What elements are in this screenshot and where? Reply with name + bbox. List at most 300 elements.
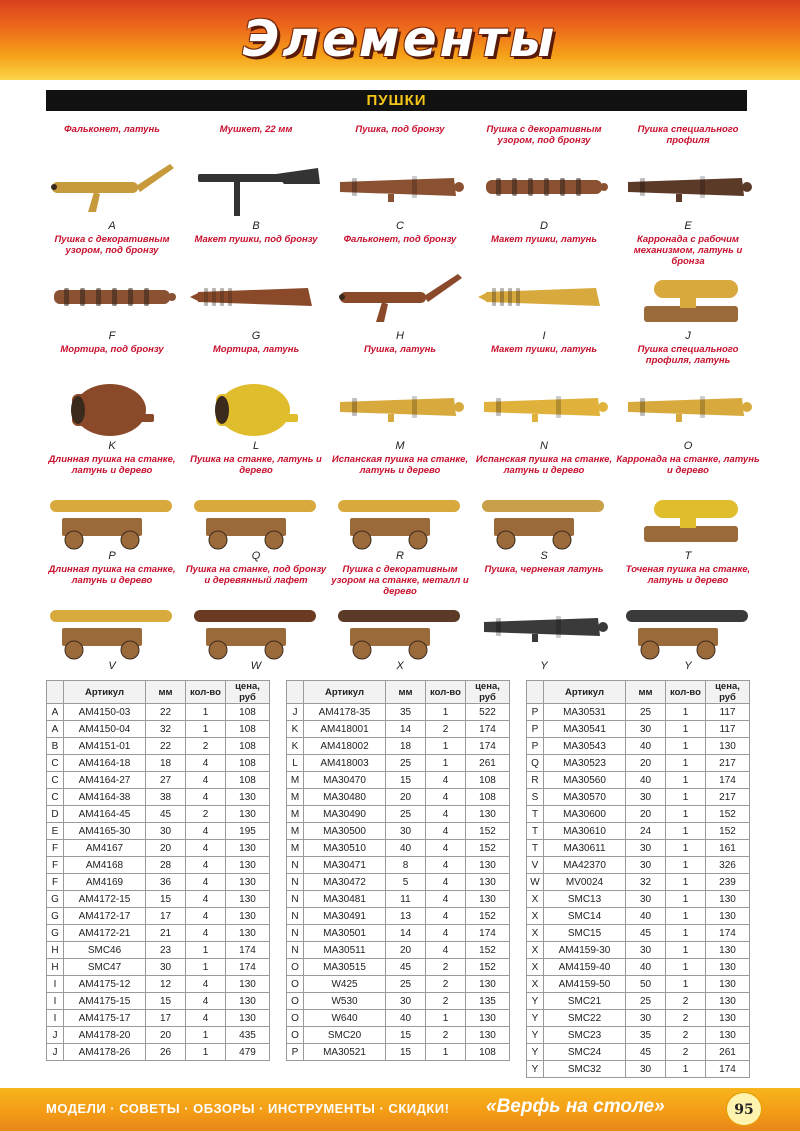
table-cell: 36: [146, 874, 186, 891]
table-row: [527, 721, 750, 738]
table-cell: AM4159-40: [544, 959, 626, 976]
table-cell: 1: [186, 1044, 226, 1061]
table-cell: 30: [626, 942, 666, 959]
table-cell: AM4164-27: [64, 772, 146, 789]
table-cell: N: [287, 925, 304, 942]
table-row: [527, 1044, 750, 1061]
table-cell: AM4150-03: [64, 704, 146, 721]
table-cell: J: [287, 704, 304, 721]
table-row: [47, 806, 270, 823]
price-table-2: [286, 680, 510, 1061]
table-cell: 2: [426, 993, 466, 1010]
catalog-item-caption: Макет пушки, латунь: [491, 234, 597, 245]
table-cell: W425: [304, 976, 386, 993]
catalog-item: [616, 234, 760, 344]
table-cell: 522: [466, 704, 510, 721]
table-cell: 4: [186, 891, 226, 908]
table-cell: 130: [706, 993, 750, 1010]
table-cell: E: [47, 823, 64, 840]
table-cell: AM4164-45: [64, 806, 146, 823]
table-cell: 4: [426, 908, 466, 925]
catalog-item-letter: R: [396, 550, 404, 562]
table-cell: I: [47, 993, 64, 1010]
catalog-item-letter: I: [542, 330, 546, 342]
table-row: [47, 738, 270, 755]
table-cell: SMC24: [544, 1044, 626, 1061]
table-cell: 15: [386, 1044, 426, 1061]
catalog-item-caption: Пушка специального профиля: [637, 124, 739, 146]
catalog-item-caption: Мортира, под бронзу: [60, 344, 164, 355]
catalog-item-letter: H: [396, 330, 404, 342]
table-cell: 15: [146, 891, 186, 908]
table-cell: M: [287, 840, 304, 857]
cannon-icon: [476, 264, 612, 330]
catalog-item: [472, 234, 616, 344]
table-cell: 4: [426, 806, 466, 823]
table-cell: 130: [706, 1027, 750, 1044]
table-cell: 15: [386, 772, 426, 789]
table-cell: MA30515: [304, 959, 386, 976]
table-cell: 1: [666, 840, 706, 857]
table-cell: 1: [666, 925, 706, 942]
table-cell: 130: [466, 806, 510, 823]
catalog-item: [40, 454, 184, 564]
table-row: [527, 857, 750, 874]
table-row: [47, 772, 270, 789]
table-cell: 1: [426, 738, 466, 755]
table-cell: AM4164-18: [64, 755, 146, 772]
catalog-item-caption: Испанская пушка на станке, латунь и дерево: [475, 454, 613, 476]
table-cell: X: [527, 942, 544, 959]
table-row: [287, 908, 510, 925]
table-cell: 20: [146, 840, 186, 857]
table-cell: 1: [666, 823, 706, 840]
table-cell: 130: [706, 976, 750, 993]
table-row: [527, 942, 750, 959]
table-cell: 152: [466, 959, 510, 976]
table-cell: N: [287, 874, 304, 891]
table-cell: MV0024: [544, 874, 626, 891]
table-cell: MA30510: [304, 840, 386, 857]
table-row: [47, 891, 270, 908]
table-cell: X: [527, 976, 544, 993]
table-cell: AM4169: [64, 874, 146, 891]
table-row: [527, 755, 750, 772]
table-row: [527, 959, 750, 976]
cannon-icon: [332, 374, 468, 440]
table-row: [47, 1027, 270, 1044]
table-cell: O: [287, 1027, 304, 1044]
table-cell: Y: [527, 1027, 544, 1044]
cannon-icon: [188, 374, 324, 440]
table-cell: 2: [666, 1010, 706, 1027]
table-cell: 130: [706, 908, 750, 925]
table-cell: 15: [386, 1027, 426, 1044]
table-cell: MA30543: [544, 738, 626, 755]
table-header-cell: цена, руб: [466, 681, 510, 704]
table-cell: W: [527, 874, 544, 891]
table-cell: 40: [626, 772, 666, 789]
table-cell: 2: [186, 738, 226, 755]
table-cell: I: [47, 976, 64, 993]
catalog-item-letter: O: [683, 440, 693, 452]
table-cell: 35: [626, 1027, 666, 1044]
table-cell: 174: [466, 925, 510, 942]
table-row: [287, 755, 510, 772]
table-cell: SMC14: [544, 908, 626, 925]
catalog-item-caption: Пушка с декоративным узором, под бронзу: [486, 124, 602, 146]
table-cell: SMC46: [64, 942, 146, 959]
catalog-item: [328, 234, 472, 344]
catalog-item: [472, 124, 616, 234]
table-cell: 4: [426, 874, 466, 891]
table-cell: MA30490: [304, 806, 386, 823]
table-cell: 152: [466, 823, 510, 840]
catalog-item-letter: C: [396, 220, 404, 232]
table-cell: 1: [666, 755, 706, 772]
table-cell: AM418003: [304, 755, 386, 772]
table-header-cell: [47, 681, 64, 704]
table-cell: A: [47, 704, 64, 721]
table-cell: MA30521: [304, 1044, 386, 1061]
table-cell: 40: [626, 959, 666, 976]
table-cell: AM4159-30: [544, 942, 626, 959]
table-cell: 1: [666, 976, 706, 993]
table-cell: 4: [186, 823, 226, 840]
table-row: [527, 840, 750, 857]
catalog-item-letter: Y: [684, 660, 692, 672]
table-cell: A: [47, 721, 64, 738]
table-cell: 24: [626, 823, 666, 840]
table-row: [527, 1010, 750, 1027]
table-cell: 25: [386, 976, 426, 993]
table-cell: 217: [706, 789, 750, 806]
table-cell: MA30500: [304, 823, 386, 840]
table-cell: 1: [186, 959, 226, 976]
catalog-item: [616, 564, 760, 674]
cannon-icon: [44, 484, 180, 550]
catalog-item: [616, 454, 760, 564]
table-cell: W640: [304, 1010, 386, 1027]
table-cell: 2: [666, 1027, 706, 1044]
table-header-cell: [527, 681, 544, 704]
table-cell: 1: [666, 908, 706, 925]
table-cell: C: [47, 789, 64, 806]
table-cell: M: [287, 789, 304, 806]
cannon-icon: [188, 594, 324, 660]
catalog-item: [616, 124, 760, 234]
table-cell: 11: [386, 891, 426, 908]
table-cell: 2: [666, 1044, 706, 1061]
table-cell: H: [47, 959, 64, 976]
table-cell: 4: [186, 993, 226, 1010]
table-row: [47, 1044, 270, 1061]
table-cell: D: [47, 806, 64, 823]
table-row: [47, 993, 270, 1010]
table-cell: 27: [146, 772, 186, 789]
table-cell: 1: [666, 704, 706, 721]
table-cell: AM4175-15: [64, 993, 146, 1010]
table-cell: 4: [186, 755, 226, 772]
catalog-item: [184, 124, 328, 234]
catalog-item-letter: X: [396, 660, 404, 672]
table-cell: SMC20: [304, 1027, 386, 1044]
table-cell: 135: [466, 993, 510, 1010]
table-row: [287, 976, 510, 993]
table-row: [47, 942, 270, 959]
table-cell: 1: [666, 738, 706, 755]
table-cell: 2: [666, 993, 706, 1010]
table-cell: X: [527, 908, 544, 925]
table-header-cell: кол-во: [186, 681, 226, 704]
table-cell: Y: [527, 1010, 544, 1027]
table-cell: 130: [226, 908, 270, 925]
table-cell: 174: [226, 959, 270, 976]
table-cell: 130: [226, 993, 270, 1010]
table-row: [287, 738, 510, 755]
table-cell: 1: [666, 959, 706, 976]
table-cell: 4: [426, 823, 466, 840]
table-cell: 23: [146, 942, 186, 959]
table-cell: 152: [466, 908, 510, 925]
catalog-item-letter: S: [540, 550, 548, 562]
table-row: [47, 1010, 270, 1027]
table-cell: L: [287, 755, 304, 772]
page-title: Элементы: [242, 10, 558, 68]
cannon-icon: [332, 154, 468, 220]
table-cell: 4: [426, 942, 466, 959]
catalog-item-letter: M: [395, 440, 405, 452]
catalog-item-letter: Y: [540, 660, 548, 672]
table-cell: 22: [146, 704, 186, 721]
table-row: [287, 874, 510, 891]
catalog-item-letter: Q: [251, 550, 261, 562]
table-row: [47, 959, 270, 976]
table-cell: 2: [426, 959, 466, 976]
table-cell: AM4172-15: [64, 891, 146, 908]
table-cell: R: [527, 772, 544, 789]
table-header-cell: мм: [386, 681, 426, 704]
table-cell: 108: [466, 789, 510, 806]
table-cell: 130: [226, 976, 270, 993]
table-row: [287, 1010, 510, 1027]
price-table-3: [526, 680, 750, 1078]
table-cell: AM4165-30: [64, 823, 146, 840]
table-cell: MA30570: [544, 789, 626, 806]
table-cell: 30: [626, 891, 666, 908]
table-header-cell: [287, 681, 304, 704]
table-row: [47, 755, 270, 772]
table-row: [47, 908, 270, 925]
table-row: [527, 976, 750, 993]
table-row: [287, 789, 510, 806]
table-cell: S: [527, 789, 544, 806]
table-cell: Y: [527, 993, 544, 1010]
catalog-item-caption: Фальконет, латунь: [64, 124, 160, 135]
page-number: 95: [726, 1092, 762, 1126]
table-cell: SMC32: [544, 1061, 626, 1078]
table-cell: 30: [146, 823, 186, 840]
table-cell: 21: [146, 925, 186, 942]
table-cell: 4: [426, 789, 466, 806]
table-cell: 25: [626, 704, 666, 721]
cannon-icon: [332, 484, 468, 550]
table-cell: 1: [666, 857, 706, 874]
table-cell: 1: [666, 891, 706, 908]
table-cell: SMC23: [544, 1027, 626, 1044]
catalog-item: [616, 344, 760, 454]
table-cell: 108: [226, 704, 270, 721]
table-cell: 130: [466, 874, 510, 891]
table-cell: X: [527, 959, 544, 976]
catalog-item: [328, 124, 472, 234]
table-cell: AM4175-17: [64, 1010, 146, 1027]
table-row: [527, 891, 750, 908]
table-cell: 108: [226, 772, 270, 789]
table-cell: 40: [626, 908, 666, 925]
table-cell: MA30491: [304, 908, 386, 925]
table-row: [287, 942, 510, 959]
table-cell: F: [47, 874, 64, 891]
table-row: [287, 959, 510, 976]
table-cell: 117: [706, 721, 750, 738]
table-cell: 4: [426, 891, 466, 908]
table-cell: MA30541: [544, 721, 626, 738]
table-cell: 17: [146, 908, 186, 925]
table-row: [527, 772, 750, 789]
table-cell: MA30472: [304, 874, 386, 891]
catalog-item: [184, 344, 328, 454]
table-cell: 32: [626, 874, 666, 891]
table-header-row: [47, 681, 270, 704]
table-cell: 40: [386, 1010, 426, 1027]
table-row: [287, 806, 510, 823]
cannon-icon: [44, 374, 180, 440]
catalog-item-letter: D: [540, 220, 548, 232]
table-cell: 20: [146, 1027, 186, 1044]
table-cell: 30: [386, 823, 426, 840]
page-header: [0, 0, 800, 80]
table-cell: 17: [146, 1010, 186, 1027]
table-cell: M: [287, 772, 304, 789]
table-cell: 108: [226, 755, 270, 772]
table-cell: AM4178-20: [64, 1027, 146, 1044]
table-cell: 117: [706, 704, 750, 721]
table-row: [527, 738, 750, 755]
catalog-item: [40, 124, 184, 234]
table-cell: F: [47, 840, 64, 857]
table-cell: Y: [527, 1061, 544, 1078]
table-row: [47, 925, 270, 942]
cannon-icon: [620, 154, 756, 220]
table-cell: 174: [706, 772, 750, 789]
table-cell: 195: [226, 823, 270, 840]
table-row: [287, 840, 510, 857]
table-cell: AM4175-12: [64, 976, 146, 993]
table-cell: G: [47, 925, 64, 942]
table-cell: N: [287, 908, 304, 925]
table-cell: MA30523: [544, 755, 626, 772]
table-cell: 14: [386, 721, 426, 738]
table-cell: 4: [186, 840, 226, 857]
table-cell: N: [287, 942, 304, 959]
table-cell: P: [287, 1044, 304, 1061]
table-cell: 152: [466, 942, 510, 959]
table-cell: 130: [226, 789, 270, 806]
table-cell: MA42370: [544, 857, 626, 874]
catalog-item-caption: Пушка, под бронзу: [355, 124, 445, 135]
table-row: [287, 704, 510, 721]
table-cell: 130: [706, 959, 750, 976]
catalog-item: [328, 564, 472, 674]
catalog-item-caption: Пушка, латунь: [363, 344, 437, 355]
table-cell: 1: [186, 704, 226, 721]
cannon-icon: [476, 594, 612, 660]
table-cell: J: [47, 1027, 64, 1044]
table-cell: I: [47, 1010, 64, 1027]
table-cell: M: [287, 823, 304, 840]
table-cell: 20: [626, 755, 666, 772]
table-cell: 1: [426, 1044, 466, 1061]
page-footer: [0, 1088, 800, 1131]
table-cell: F: [47, 857, 64, 874]
catalog-item: [472, 454, 616, 564]
table-cell: M: [287, 806, 304, 823]
table-cell: 108: [466, 772, 510, 789]
catalog-item-caption: Мортира, латунь: [212, 344, 300, 355]
footer-tagline: МОДЕЛИ · СОВЕТЫ · ОБЗОРЫ · ИНСТРУМЕНТЫ · СКИДКИ!: [46, 1101, 450, 1116]
table-row: [287, 1027, 510, 1044]
table-cell: MA30511: [304, 942, 386, 959]
table-cell: 18: [146, 755, 186, 772]
catalog-item-caption: Пушка на станке, под бронзу и деревянный лафет: [185, 564, 327, 586]
table-cell: 1: [426, 1010, 466, 1027]
table-cell: X: [527, 925, 544, 942]
table-cell: 130: [706, 891, 750, 908]
table-cell: 130: [466, 1027, 510, 1044]
table-cell: AM4167: [64, 840, 146, 857]
table-cell: MA30470: [304, 772, 386, 789]
catalog-item-caption: Длинная пушка на станке, латунь и дерево: [48, 564, 176, 586]
table-cell: B: [47, 738, 64, 755]
cannon-icon: [620, 264, 756, 330]
table-cell: AM4159-50: [544, 976, 626, 993]
table-cell: 20: [386, 942, 426, 959]
table-cell: 45: [626, 925, 666, 942]
cannon-icon: [620, 594, 756, 660]
table-cell: 30: [386, 993, 426, 1010]
cannon-icon: [620, 374, 756, 440]
table-row: [47, 721, 270, 738]
table-cell: 239: [706, 874, 750, 891]
table-cell: T: [527, 806, 544, 823]
table-cell: 130: [466, 891, 510, 908]
table-cell: 1: [426, 755, 466, 772]
table-row: [527, 789, 750, 806]
catalog-item-letter: P: [108, 550, 116, 562]
table-row: [527, 925, 750, 942]
table-cell: Y: [527, 1044, 544, 1061]
table-cell: 174: [466, 721, 510, 738]
catalog-item-caption: Карронада на станке, латунь и дерево: [616, 454, 760, 476]
table-cell: 161: [706, 840, 750, 857]
catalog-item-letter: N: [540, 440, 548, 452]
table-cell: O: [287, 993, 304, 1010]
table-header-row: [527, 681, 750, 704]
table-cell: MA30481: [304, 891, 386, 908]
table-cell: O: [287, 959, 304, 976]
table-cell: 8: [386, 857, 426, 874]
